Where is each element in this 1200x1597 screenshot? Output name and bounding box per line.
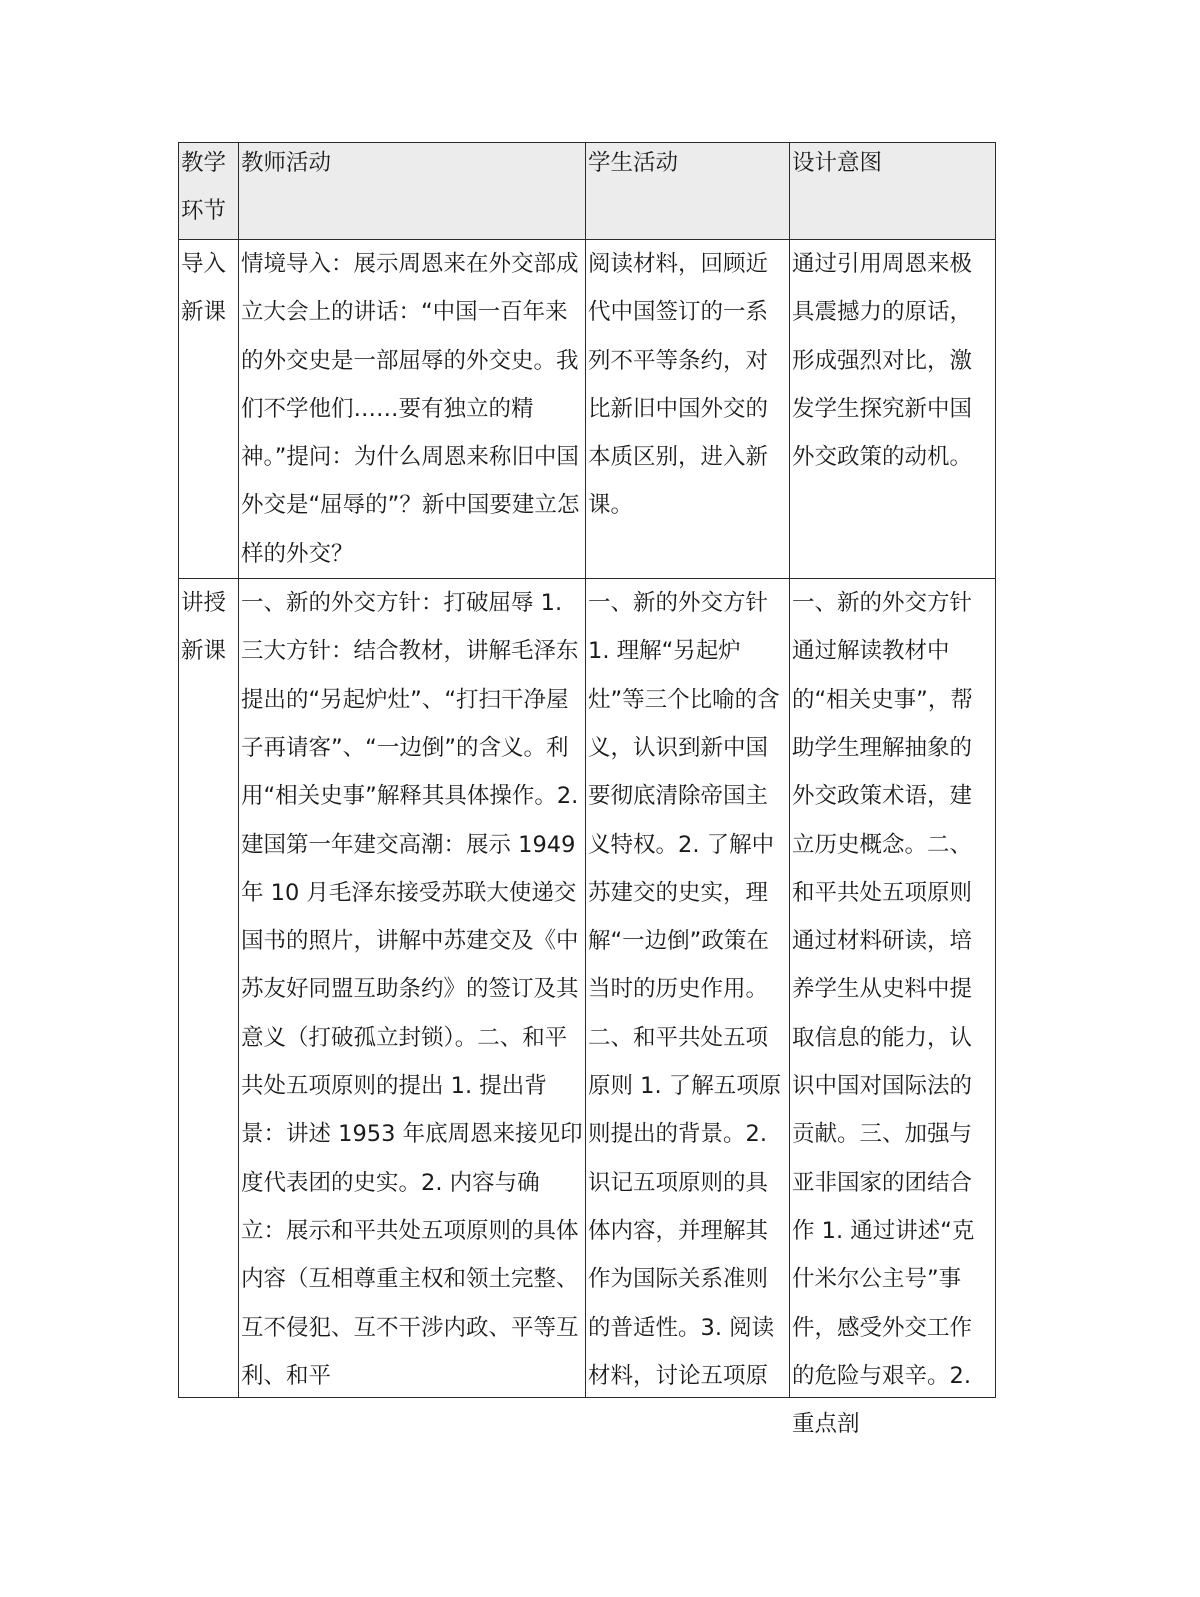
- design-intent-cell: 通过引用周恩来极具震撼力的原话，形成强烈对比，激发学生探究新中国外交政策的动机。: [790, 240, 996, 579]
- student-activity-cell: 阅读材料，回顾近代中国签订的一系列不平等条约，对比新旧中国外交的本质区别，进入新课。: [586, 240, 790, 579]
- teacher-activity-cell: 一、新的外交方针：打破屈辱 1. 三大方针：结合教材，讲解毛泽东提出的“另起炉灶”、“打扫干净屋子再请客”、“一边倒”的含义。利用“相关史事”解释其具体操作。2. 建国第一年建交高潮：展示 1949 年 10 月毛泽东接受苏联大使递交国书的照片，讲解中苏建交及《中苏友好同盟互助条约》的签订及其意义（打破孤立封锁）。二、和平共处五项原则的提出 1. 提出背景：讲述 1953 年底周恩来接见印度代表团的史实。2. 内容与确立：展示和平共处五项原则的具体内容（互相尊重主权和领土完整、互不侵犯、互不干涉内政、平等互利、和平: [239, 579, 586, 1398]
- stage-cell: 导入新课: [179, 240, 239, 579]
- table-row: [179, 240, 996, 579]
- student-activity-cell: 一、新的外交方针 1. 理解“另起炉灶”等三个比喻的含义，认识到新中国要彻底清除帝国主义特权。2. 了解中苏建交的史实，理解“一边倒”政策在当时的历史作用。二、和平共处五项原则 1. 了解五项原则提出的背景。2. 识记五项原则的具体内容，并理解其作为国际关系准则的普适性。3. 阅读材料，讨论五项原: [586, 579, 790, 1398]
- table-row: [179, 579, 996, 1398]
- teacher-activity-cell: 情境导入：展示周恩来在外交部成立大会上的讲话：“中国一百年来的外交史是一部屈辱的外交史。我们不学他们……要有独立的精神。”提问：为什么周恩来称旧中国外交是“屈辱的”？新中国要建立怎样的外交？: [239, 240, 586, 579]
- stage-cell: 讲授新课: [179, 579, 239, 1398]
- header-cell-teacher: 教师活动: [239, 143, 586, 240]
- design-intent-cell: 一、新的外交方针通过解读教材中的“相关史事”，帮助学生理解抽象的外交政策术语，建立历史概念。二、和平共处五项原则通过材料研读，培养学生从史料中提取信息的能力，认识中国对国际法的贡献。三、加强与亚非国家的团结合作 1. 通过讲述“克什米尔公主号”事件，感受外交工作的危险与艰辛。2. 重点剖: [790, 579, 996, 1398]
- header-cell-intent: 设计意图: [790, 143, 996, 240]
- header-cell-student: 学生活动: [586, 143, 790, 240]
- lesson-plan-table: [178, 142, 996, 1438]
- header-cell-stage: 教学环节: [179, 143, 239, 240]
- table-header-row: [179, 143, 996, 240]
